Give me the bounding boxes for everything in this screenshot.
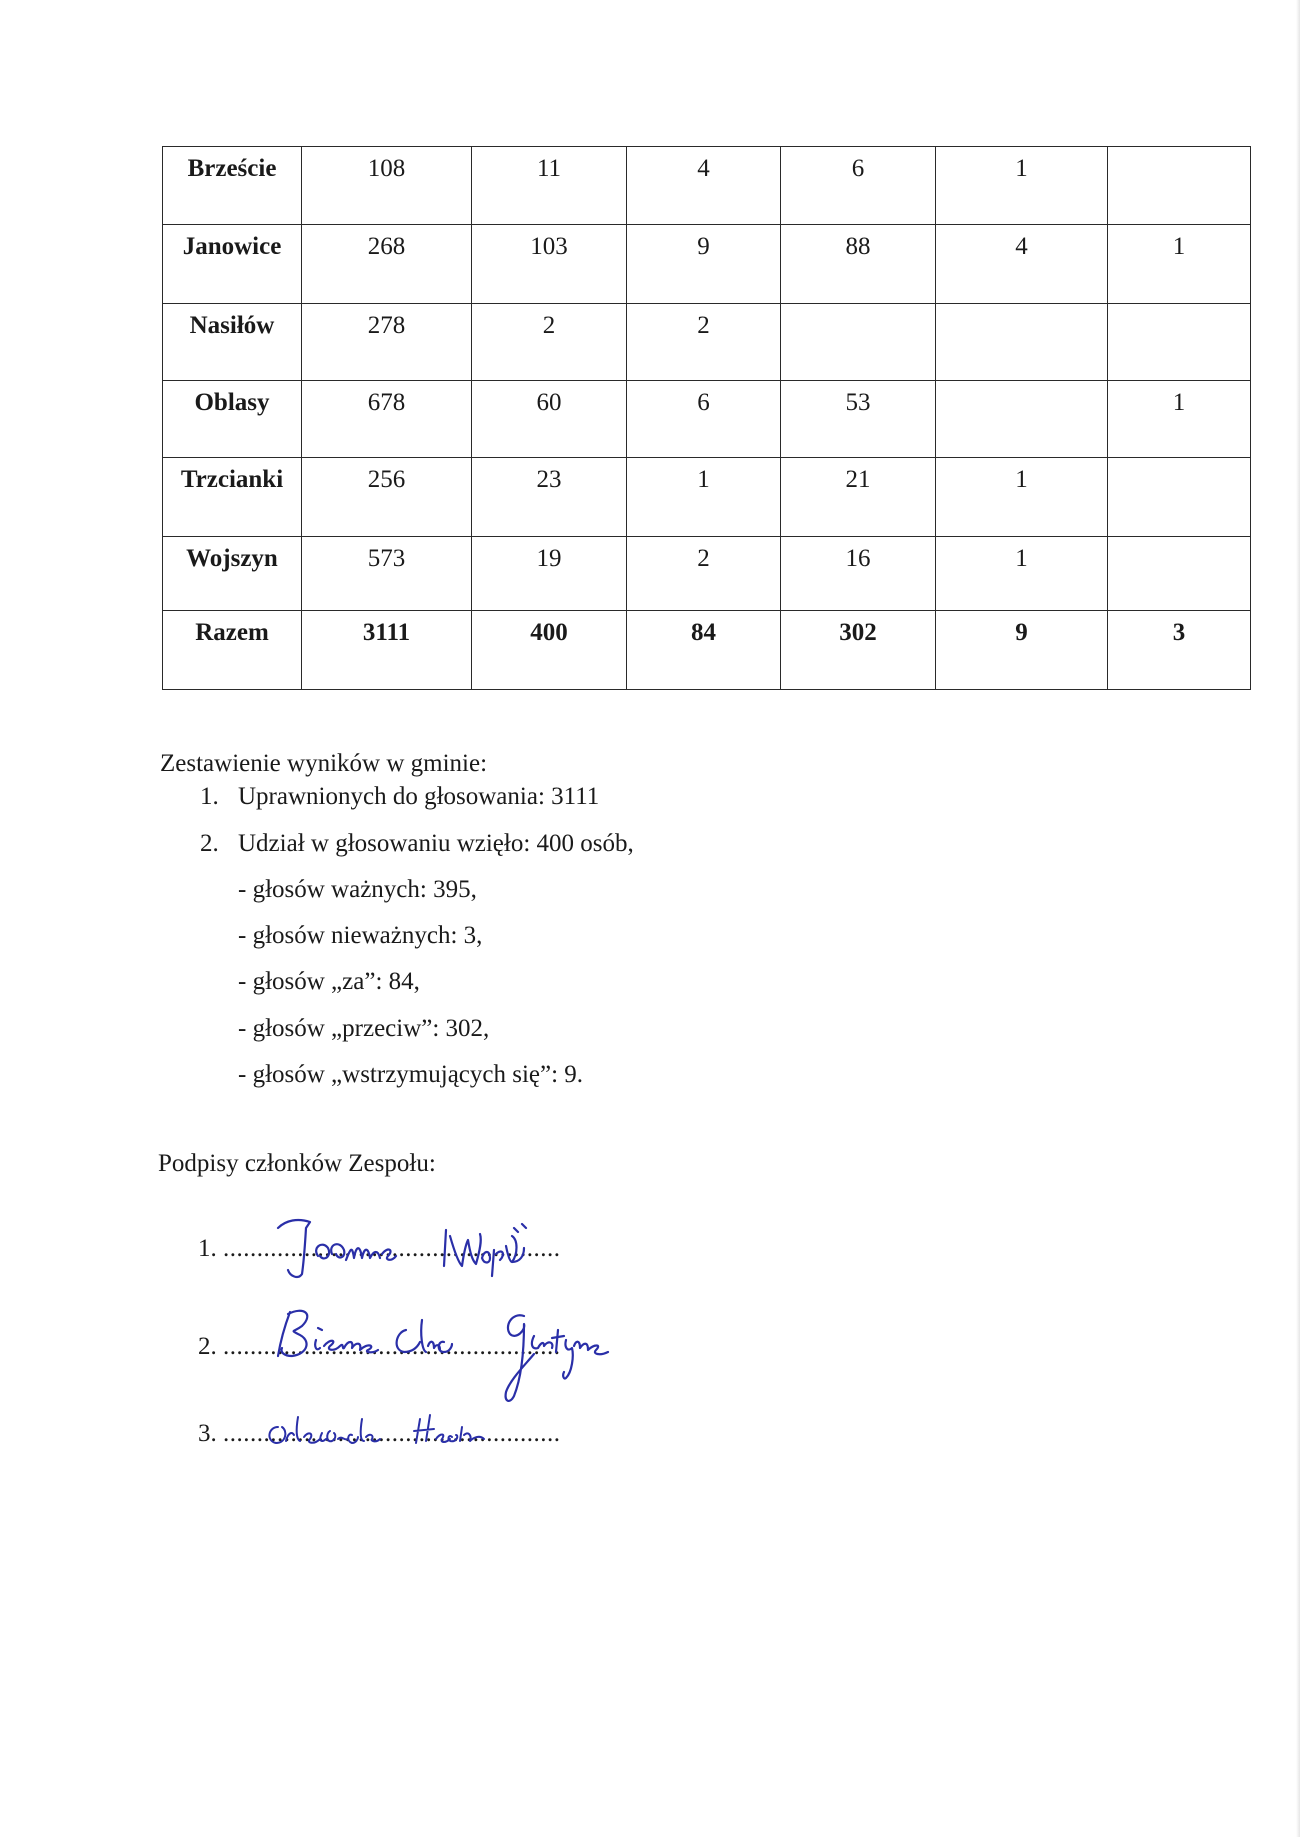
table-cell <box>1108 304 1251 381</box>
table-row-oblasy <box>163 381 1251 458</box>
signature-dots: .................................................. <box>223 1235 561 1262</box>
place-name: Brzeście <box>163 147 302 225</box>
table-cell: 6 <box>781 147 936 225</box>
total-cell: 400 <box>472 611 627 690</box>
table-cell: 16 <box>781 537 936 611</box>
table-cell: 1 <box>627 458 781 537</box>
table-cell: 2 <box>627 304 781 381</box>
table-cell: 9 <box>627 225 781 304</box>
table-cell <box>1108 147 1251 225</box>
table-cell <box>1108 458 1251 537</box>
total-label: Razem <box>163 611 302 690</box>
total-cell: 9 <box>936 611 1108 690</box>
page-edge <box>1296 0 1300 1837</box>
table-cell: 2 <box>472 304 627 381</box>
table-row-janowice <box>163 225 1251 304</box>
table-cell: 1 <box>1108 381 1251 458</box>
table-cell: 60 <box>472 381 627 458</box>
table-cell: 1 <box>936 537 1108 611</box>
table-cell: 2 <box>627 537 781 611</box>
total-cell: 84 <box>627 611 781 690</box>
results-summary <box>160 748 634 1090</box>
table-cell: 6 <box>627 381 781 458</box>
table-cell: 1 <box>936 147 1108 225</box>
summary-item-turnout <box>160 828 634 859</box>
handwritten-signature-3 <box>258 1405 518 1455</box>
results-table <box>162 146 1251 690</box>
place-name: Wojszyn <box>163 537 302 611</box>
table-cell: 278 <box>302 304 472 381</box>
table-cell <box>781 304 936 381</box>
table-cell: 108 <box>302 147 472 225</box>
table-cell: 21 <box>781 458 936 537</box>
total-cell: 302 <box>781 611 936 690</box>
table-cell <box>1108 537 1251 611</box>
table-cell: 1 <box>1108 225 1251 304</box>
table-cell <box>936 304 1108 381</box>
place-name: Nasiłów <box>163 304 302 381</box>
line-number: 3. <box>198 1420 217 1447</box>
signature-dots: .................................................. <box>223 1420 561 1447</box>
table-cell: 11 <box>472 147 627 225</box>
item-text: Udział w głosowaniu wzięło: 400 osób, <box>238 829 634 857</box>
table-row-trzcianki <box>163 458 1251 537</box>
handwritten-signature-1 <box>268 1210 608 1280</box>
summary-item-eligible <box>160 781 634 812</box>
table-cell: 573 <box>302 537 472 611</box>
table-cell: 1 <box>936 458 1108 537</box>
item-number: 2. <box>200 829 219 857</box>
table-row-wojszyn <box>163 537 1251 611</box>
signature-dots: .................................................. <box>223 1333 561 1360</box>
detail-for: - głosów „za”: 84, <box>238 968 420 996</box>
table-cell: 19 <box>472 537 627 611</box>
table-cell <box>936 381 1108 458</box>
detail-invalid: - głosów nieważnych: 3, <box>238 922 483 949</box>
handwritten-signature-2 <box>268 1300 638 1410</box>
table-cell: 678 <box>302 381 472 458</box>
place-name: Trzcianki <box>163 458 302 537</box>
table-cell: 103 <box>472 225 627 304</box>
summary-heading: Zestawienie wyników w gminie: <box>160 750 488 777</box>
table-cell: 256 <box>302 458 472 537</box>
place-name: Janowice <box>163 225 302 304</box>
total-cell: 3111 <box>302 611 472 690</box>
line-number: 1. <box>198 1235 217 1262</box>
total-cell: 3 <box>1108 611 1251 690</box>
detail-abstain: - głosów „wstrzymujących się”: 9. <box>238 1060 584 1088</box>
detail-valid: - głosów ważnych: 395, <box>238 875 477 903</box>
table-row-brzescie <box>163 147 1251 225</box>
table-cell: 88 <box>781 225 936 304</box>
place-name: Oblasy <box>163 381 302 458</box>
table-cell: 4 <box>627 147 781 225</box>
item-number: 1. <box>200 783 219 811</box>
table-cell: 4 <box>936 225 1108 304</box>
line-number: 2. <box>198 1333 217 1360</box>
detail-against: - głosów „przeciw”: 302, <box>238 1014 490 1042</box>
signatures-section <box>158 1150 561 1447</box>
table-row-nasilow <box>163 304 1251 381</box>
table-row-total <box>163 611 1251 690</box>
signatures-heading: Podpisy członków Zespołu: <box>158 1150 436 1177</box>
table-cell: 53 <box>781 381 936 458</box>
table-cell: 268 <box>302 225 472 304</box>
table-cell: 23 <box>472 458 627 537</box>
item-text: Uprawnionych do głosowania: 3111 <box>238 783 600 811</box>
